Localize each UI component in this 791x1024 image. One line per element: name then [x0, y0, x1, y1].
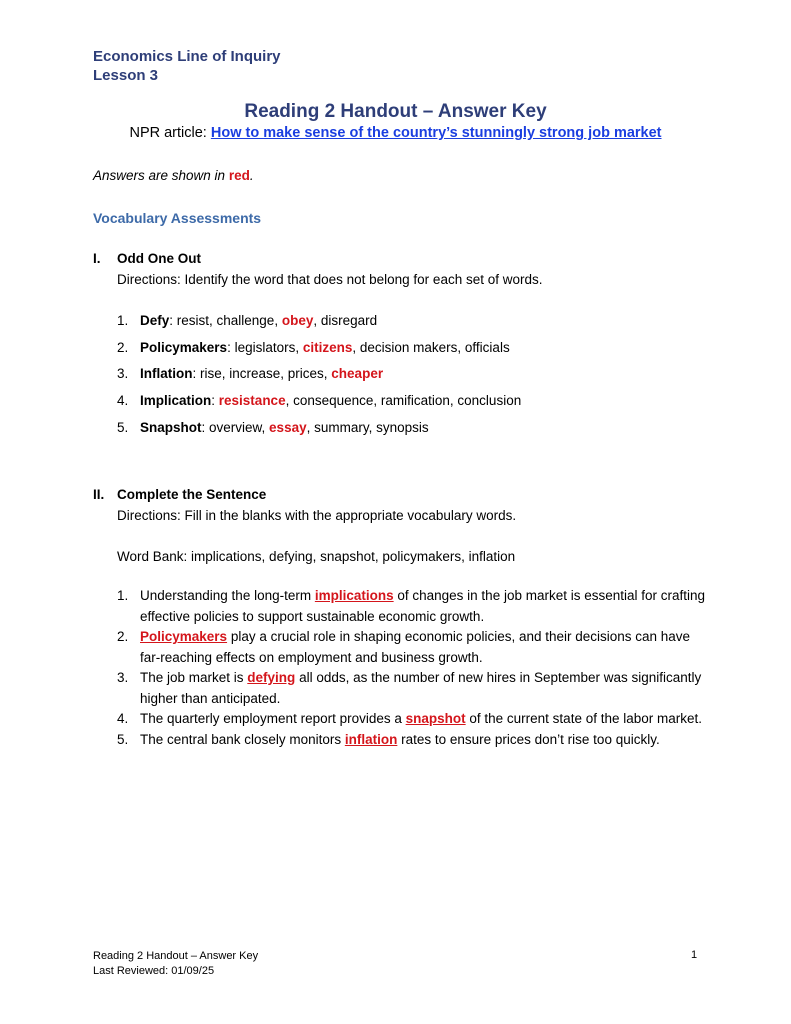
page-title: Reading 2 Handout – Answer Key [244, 101, 547, 122]
odd-one-out-list [117, 312, 707, 445]
part1-numeral: I. [93, 251, 101, 266]
article-link[interactable]: How to make sense of the country’s stunningly strong job market [210, 125, 662, 141]
part2-title: Complete the Sentence [117, 487, 267, 502]
item-number: 3. [117, 366, 129, 382]
answer-word: inflation [344, 731, 398, 747]
item-text: , disregard [313, 313, 378, 328]
course-header [93, 47, 281, 85]
part2-numeral: II. [93, 487, 105, 502]
item-term: Snapshot [140, 419, 202, 435]
item-term: Policymakers [140, 339, 228, 355]
answer-note [93, 168, 254, 183]
item-text: The job market is [140, 670, 248, 685]
item-number: 3. [117, 670, 129, 685]
word-bank: Word Bank: implications, defying, snapshot, policymakers, inflation [117, 549, 516, 564]
part1-title: Odd One Out [117, 251, 201, 266]
item-text: : overview, [201, 419, 270, 435]
list-item [117, 668, 707, 709]
course-title: Economics Line of Inquiry [93, 48, 281, 65]
item-text: of the current state of the labor market. [465, 711, 703, 726]
answer-note-end: . [249, 168, 254, 183]
item-term: Inflation [140, 366, 193, 382]
list-item [117, 730, 707, 751]
footer-review-date: Last Reviewed: 01/09/25 [93, 965, 215, 977]
item-number: 2. [117, 339, 129, 355]
item-text: The central bank closely monitors [140, 731, 345, 747]
list-item [117, 312, 707, 339]
answer-word: resistance [218, 393, 286, 409]
answer-word: implications [314, 588, 394, 603]
article-source-prefix: NPR article: [129, 125, 211, 141]
list-item [117, 419, 707, 446]
item-number: 5. [117, 419, 129, 435]
item-number: 2. [117, 629, 129, 644]
item-text: , decision makers, officials [352, 339, 510, 355]
item-text: : [211, 393, 219, 409]
item-term: Defy [140, 313, 170, 328]
page-number: 1 [691, 949, 698, 961]
article-source [0, 125, 791, 141]
part1-directions: Directions: Identify the word that does not belong for each set of words. [117, 272, 543, 287]
item-text: : rise, increase, prices, [192, 366, 332, 382]
item-text: all odds, as the number of new hires in September was significantly higher than anticipated. [140, 670, 702, 706]
list-item [117, 627, 707, 668]
answer-word: defying [247, 670, 296, 685]
answer-word: snapshot [405, 711, 466, 726]
section-title: Vocabulary Assessments [93, 210, 262, 226]
item-number: 5. [117, 731, 129, 747]
list-item [117, 709, 707, 730]
item-text: , summary, synopsis [306, 419, 429, 435]
answer-note-highlight: red [228, 168, 250, 183]
part1-heading [93, 251, 201, 266]
item-text: , consequence, ramification, conclusion [285, 393, 522, 409]
item-text: play a crucial role in shaping economic policies, and their decisions can have far-reaching effects on employment and business growth. [140, 629, 691, 665]
item-text: Understanding the long-term [140, 588, 315, 603]
item-text: rates to ensure prices don’t rise too quickly. [397, 731, 660, 747]
item-text: : legislators, [227, 339, 303, 355]
item-number: 4. [117, 393, 129, 409]
item-term: Implication [140, 393, 212, 409]
part2-directions: Directions: Fill in the blanks with the appropriate vocabulary words. [117, 508, 517, 523]
item-number: 4. [117, 711, 129, 726]
item-number: 1. [117, 588, 129, 603]
page-footer [93, 949, 258, 979]
part2-heading [93, 487, 266, 502]
lesson-label: Lesson 3 [93, 67, 159, 84]
list-item [117, 365, 707, 392]
item-number: 1. [117, 313, 129, 328]
answer-word: citizens [302, 339, 353, 355]
answer-word: obey [281, 313, 314, 328]
item-text: : resist, challenge, [169, 313, 282, 328]
footer-title: Reading 2 Handout – Answer Key [93, 950, 259, 962]
item-text: The quarterly employment report provides a [140, 711, 406, 726]
list-item [117, 392, 707, 419]
complete-sentence-list [117, 586, 707, 750]
answer-word: Policymakers [140, 629, 228, 644]
answer-word: cheaper [331, 366, 384, 382]
list-item [117, 339, 707, 366]
list-item [117, 586, 707, 627]
answer-word: essay [269, 419, 307, 435]
answer-note-text: Answers are shown in [93, 168, 229, 183]
item-text: of changes in the job market is essential for crafting effective policies to support sustainable economic growth. [140, 588, 706, 624]
